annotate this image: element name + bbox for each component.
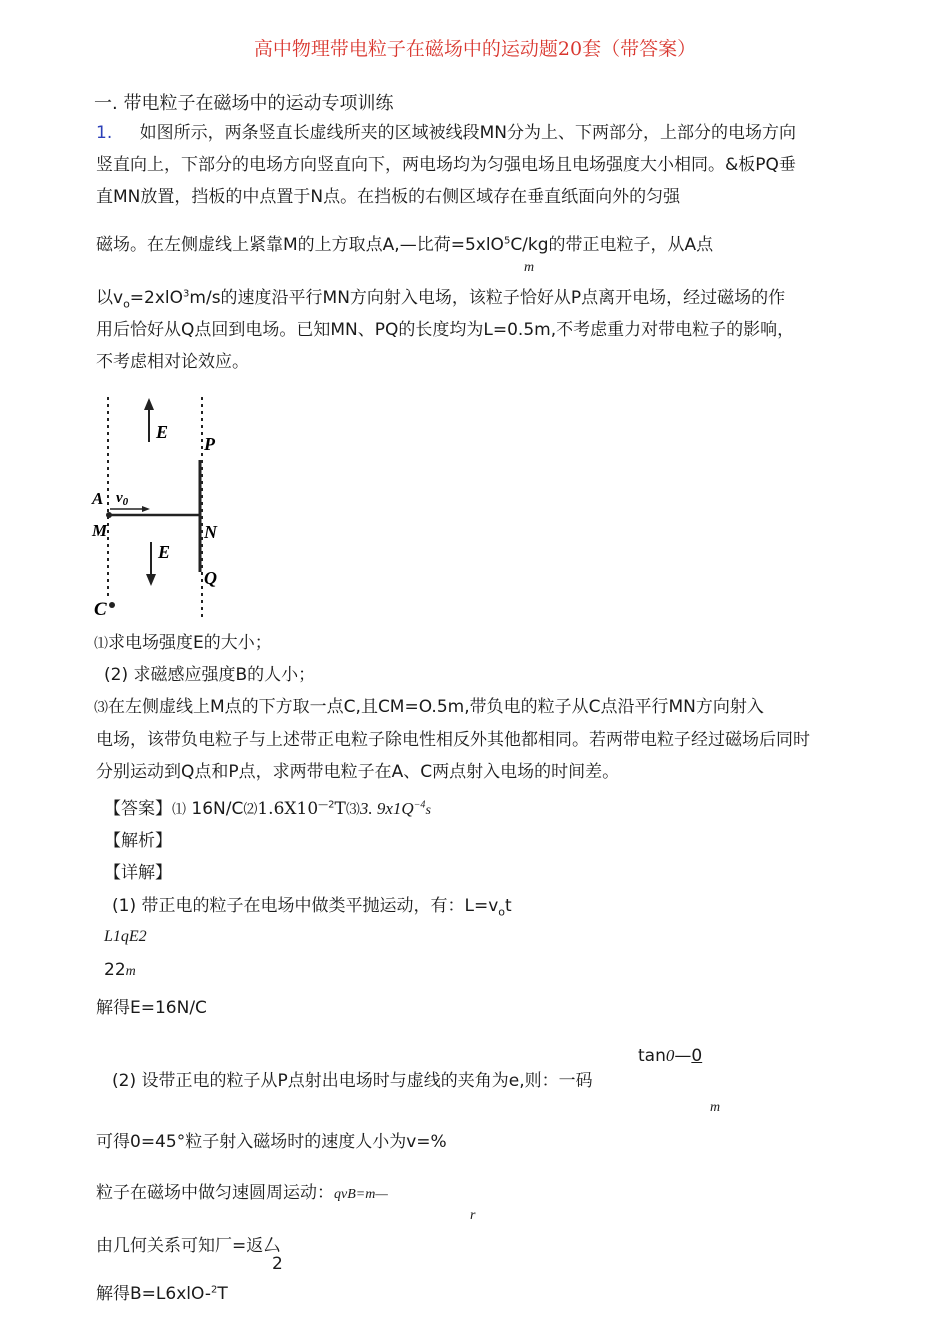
question-sup-5: 3 xyxy=(183,288,190,300)
answer-part2: 1.6X10 xyxy=(257,799,319,819)
question-line-2: 竖直向上，下部分的电场方向竖直向下，两电场均为匀强电场且电场强度大小相同。&板PQ垂 xyxy=(96,155,796,175)
sub-question-3-text-1: 在左侧虚线上M点的下方取一点C,且CM=O.5m,带负电的粒子从C点沿平行MN方向射入 xyxy=(108,697,764,717)
label-n: N xyxy=(204,522,217,542)
arrow-up-head-icon xyxy=(144,398,154,410)
solution-1-result: 解得E=16N/C xyxy=(96,998,207,1018)
solution-1-formula: L1qE2 xyxy=(104,928,147,945)
point-m xyxy=(106,512,112,518)
question-text-1: 如图所示，两条竖直长虚线所夹的区域被线段MN分为上、下两部分，上部分的电场方向 xyxy=(139,123,797,143)
question-line-7: 不考虑相对论效应。 xyxy=(96,352,249,372)
answer-part3-sup: −4 xyxy=(413,799,426,811)
analysis-label: 【解析】 xyxy=(104,831,172,851)
question-number: 1. xyxy=(96,123,113,143)
question-text-5a: 以v xyxy=(96,288,124,308)
sub-question-3-number: ⑶ xyxy=(94,700,108,716)
solution-1-formula-2b: m xyxy=(125,964,136,979)
solution-2-m: m xyxy=(710,1100,721,1115)
solution-1-sub: o xyxy=(498,905,506,919)
solution-2-tan xyxy=(638,1044,702,1068)
answer-part3-number: ⑶ xyxy=(345,802,360,818)
sub-question-2-number: (2) xyxy=(104,665,129,685)
label-e-up: E xyxy=(156,422,169,442)
solution-2-line-3b: qvB=m— xyxy=(334,1187,388,1202)
solution-2-line xyxy=(112,1069,593,1093)
answer-part2-sup: —2 xyxy=(318,799,335,811)
question-text-5b: =2xlO xyxy=(129,288,184,308)
field-diagram xyxy=(88,392,228,622)
fraction-denominator-m: m xyxy=(524,260,535,275)
solution-2-line-4: 由几何关系可知厂=返厶 xyxy=(96,1236,281,1256)
answer-part2-unit: T xyxy=(334,799,346,819)
question-text-4b: C/kg的带正电粒子，从A点 xyxy=(510,235,714,255)
velocity-arrow-head-icon xyxy=(142,506,150,512)
label-c: C xyxy=(94,599,107,620)
question-sup-4: 5 xyxy=(503,235,511,247)
question-line-3: 直MN放置，挡板的中点置于N点。在挡板的右侧区域存在垂直纸面向外的匀强 xyxy=(96,187,681,207)
arrow-down-head-icon xyxy=(146,574,156,586)
label-p: P xyxy=(204,434,215,454)
document-title: 高中物理带电粒子在磁场中的运动题20套（带答案） xyxy=(253,38,697,60)
answer-part1-number: ⑴ xyxy=(172,802,186,818)
answer-part1: 16N/C xyxy=(191,799,244,819)
solution-2-result-sup: 2 xyxy=(210,1284,218,1296)
sub-question-1-text: 求电场强度E的大小； xyxy=(108,633,272,653)
solution-2-line-3a: 粒子在磁场中做匀速圆周运动： xyxy=(96,1183,334,1203)
solution-2-line-3 xyxy=(96,1181,388,1207)
solution-2-number: (2) xyxy=(112,1071,137,1091)
question-line-1 xyxy=(96,121,796,145)
label-v0-text: v xyxy=(116,490,123,506)
solution-1-t: t xyxy=(505,896,512,916)
solution-2-result xyxy=(96,1282,228,1306)
solution-2-two: 2 xyxy=(272,1254,283,1274)
sub-question-3-line-3: 分别运动到Q点和P点，求两带电粒子在A、C两点射入电场的时间差。 xyxy=(96,762,620,782)
solution-2-text: 设带正电的粒子从P点射出电场时与虚线的夹角为e,则：一码 xyxy=(141,1071,593,1091)
solution-1-line xyxy=(112,894,512,924)
solution-2-line-2: 可得0=45°粒子射入磁场时的速度人小为v=% xyxy=(96,1132,447,1152)
question-sub-5: o xyxy=(123,297,130,311)
solution-1-formula-2 xyxy=(104,958,136,984)
solution-2-r: r xyxy=(470,1208,476,1223)
sub-question-1-number: ⑴ xyxy=(94,636,108,652)
point-c xyxy=(109,602,115,608)
solution-1-text: 带正电的粒子在电场中做类平抛运动，有：L=v xyxy=(141,896,499,916)
question-text-5c: m/s的速度沿平行MN方向射入电场，该粒子恰好从P点离开电场，经过磁场的作 xyxy=(189,288,786,308)
sub-question-1 xyxy=(94,631,272,656)
solution-1-formula-2a: 22 xyxy=(104,960,126,980)
label-m: M xyxy=(92,521,108,540)
solution-2-theta: 0 xyxy=(665,1046,675,1065)
detail-label: 【详解】 xyxy=(104,863,172,883)
label-e-down: E xyxy=(158,542,171,562)
question-line-4 xyxy=(96,233,713,257)
solution-2-zero: 0 xyxy=(691,1046,703,1066)
solution-2-result-a: 解得B=L6xlO- xyxy=(96,1284,211,1304)
answer-part3: 3. 9x1Q xyxy=(359,799,414,818)
label-v0-sub: 0 xyxy=(122,496,129,508)
question-text-4a: 磁场。在左侧虚线上紧靠M的上方取点A,—比荷=5xlO xyxy=(96,235,504,255)
answer-line xyxy=(104,797,431,823)
label-a: A xyxy=(92,489,104,508)
question-line-6: 用后恰好从Q点回到电场。已知MN、PQ的长度均为L=0.5m,不考虑重力对带电粒子的影响， xyxy=(96,320,795,340)
answer-part2-number: ⑵ xyxy=(243,802,258,818)
label-q: Q xyxy=(204,568,217,588)
label-v0 xyxy=(116,490,129,508)
answer-part3-unit: s xyxy=(425,803,431,818)
solution-2-tan-label: tan xyxy=(638,1046,666,1066)
sub-question-2 xyxy=(104,663,315,687)
solution-2-result-b: T xyxy=(217,1284,228,1304)
answer-label: 【答案】 xyxy=(104,799,172,819)
question-line-5 xyxy=(96,286,785,316)
sub-question-3-line-1 xyxy=(94,695,764,720)
section-heading: 一. 带电粒子在磁场中的运动专项训练 xyxy=(94,93,394,114)
sub-question-2-text: 求磁感应强度B的人小； xyxy=(133,665,316,685)
solution-2-dash: — xyxy=(674,1046,692,1066)
sub-question-3-line-2: 电场，该带负电粒子与上述带正电粒子除电性相反外其他都相同。若两带电粒子经过磁场后同时 xyxy=(96,730,810,750)
solution-1-number: (1) xyxy=(112,896,137,916)
